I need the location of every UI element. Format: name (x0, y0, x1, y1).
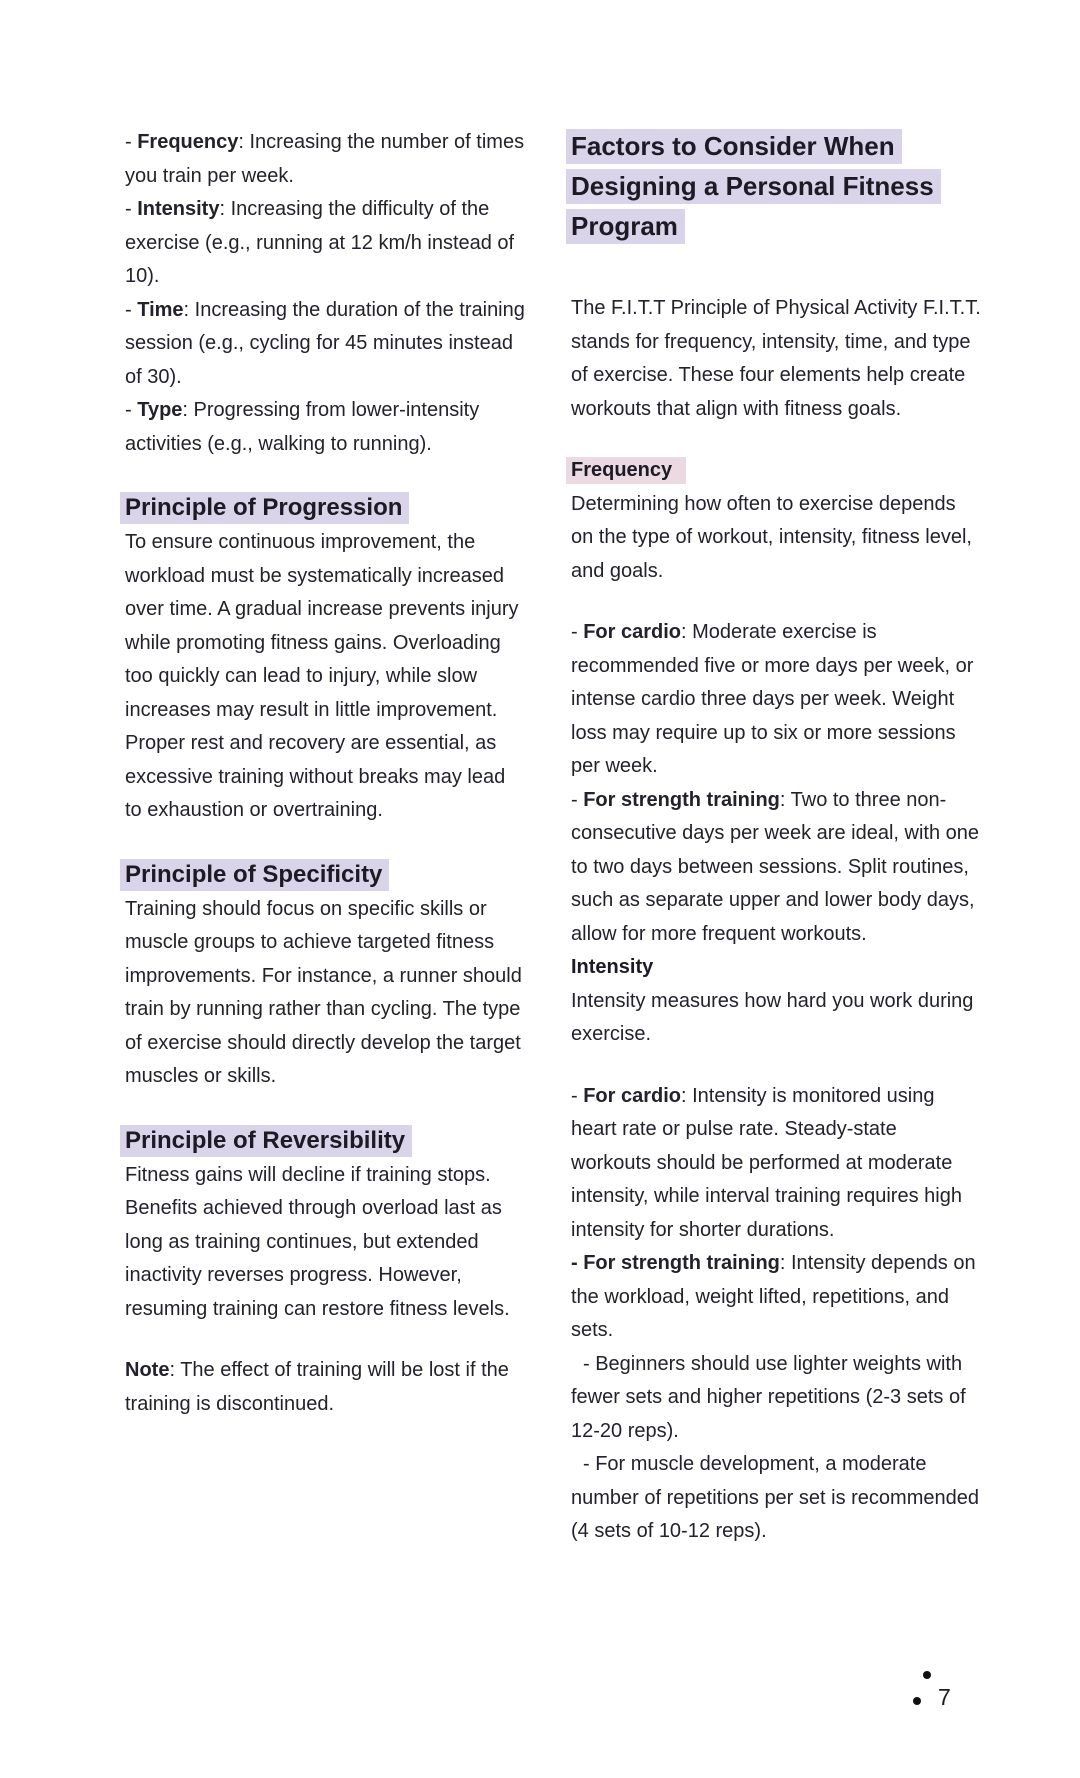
highlighted-text: Frequency (566, 457, 686, 484)
sub-heading (571, 951, 981, 985)
text-run: - (571, 788, 584, 811)
text-run: - (125, 198, 138, 220)
paragraph (571, 1448, 981, 1549)
text-run: - (571, 621, 584, 643)
text-run: : Increasing the duration of the training session (e.g., cycling for 45 minutes instead of 30). (125, 298, 525, 388)
text-run: - (125, 399, 138, 421)
paragraph (571, 488, 981, 589)
bullet-dot (923, 1671, 931, 1679)
section-heading (125, 489, 525, 526)
paragraph (571, 616, 981, 784)
paragraph (571, 292, 981, 426)
paragraph (571, 1348, 981, 1449)
bold-text: For cardio (583, 1084, 682, 1107)
paragraph (125, 893, 525, 1094)
spacer (125, 1094, 525, 1122)
text-run: : Intensity is monitored using heart rate or pulse rate. Steady-state workouts should be performed at moderate intensity, while interval training requires high intensity for shorter durations. (571, 1084, 962, 1241)
spacer (571, 588, 981, 616)
text-run: - Beginners should use lighter weights with fewer sets and higher repetitions (2-3 sets of 12-20 reps). (571, 1352, 966, 1442)
section-heading (125, 856, 525, 893)
text-run: Fitness gains will decline if training stops. Benefits achieved through overload last as long as training continues, but extended inactivity reverses progress. However, resuming training can restore fitness levels. (125, 1163, 510, 1320)
section-heading (125, 1122, 525, 1159)
text-run: : Two to three non-consecutive days per week are ideal, with one to two days between sessions. Split routines, such as separate upper and lower body days, allow for more frequent workouts. (571, 788, 980, 945)
text-run: The F.I.T.T Principle of Physical Activity F.I.T.T. stands for frequency, intensity, time, and type of exercise. These four elements help create workouts that align with fitness goals. (571, 297, 981, 420)
page-number: 7 (938, 1684, 951, 1710)
bold-text: For cardio (583, 621, 682, 643)
highlighted-text: Principle of Reversibility (120, 1125, 412, 1157)
bold-text: Intensity (137, 198, 220, 220)
sub-heading (571, 454, 981, 488)
bold-text: - For strength training (571, 1252, 780, 1274)
highlighted-text: Principle of Progression (120, 492, 409, 524)
text-run: To ensure continuous improvement, the workload must be systematically increased over time. A gradual increase prevents injury while promoting fitness gains. Overloading too quickly can lead to injury, while slow increases may result in little improvement. Proper rest and recovery are essential, as excessive training without breaks may lead to exhaustion or overtraining. (125, 531, 519, 821)
document-title (571, 126, 981, 246)
text-run: - (125, 131, 138, 153)
text-run: : The effect of training will be lost if the training is discontinued. (125, 1359, 509, 1415)
spacer (571, 426, 981, 454)
bold-text: Frequency (137, 131, 239, 153)
spacer (125, 828, 525, 856)
bold-text: For strength training (583, 788, 780, 811)
paragraph (571, 985, 981, 1052)
paragraph (571, 784, 981, 952)
text-run: Determining how often to exercise depends on the type of workout, intensity, fitness level, and goals. (571, 492, 972, 582)
paragraph (125, 526, 525, 828)
spacer (125, 461, 525, 489)
spacer (571, 1052, 981, 1080)
text-run: - (571, 1084, 584, 1107)
bold-text: Time (137, 298, 184, 321)
text-run: : Intensity depends on the workload, weight lifted, repetitions, and sets. (571, 1252, 976, 1341)
paragraph (571, 1080, 981, 1248)
highlighted-text: Principle of Specificity (120, 859, 389, 891)
highlighted-text: Factors to Consider When Designing a Personal Fitness Program (566, 129, 941, 244)
paragraph (125, 294, 525, 395)
text-run: - For muscle development, a moderate number of repetitions per set is recommended (4 sets of 10-12 reps). (571, 1453, 979, 1542)
paragraph (125, 1354, 525, 1421)
bold-text: Note (125, 1359, 170, 1381)
paragraph (125, 1159, 525, 1327)
left-column (125, 126, 525, 1421)
text-run: : Moderate exercise is recommended five or more days per week, or intense cardio three days per week. Weight loss may require up to six or more sessions per week. (571, 621, 974, 777)
bullet-dot (913, 1697, 921, 1705)
text-run: : Progressing from lower-intensity activities (e.g., walking to running). (125, 399, 480, 455)
spacer (125, 1326, 525, 1354)
paragraph (125, 394, 525, 461)
heading-text: Intensity (571, 956, 654, 978)
text-run: Training should focus on specific skills or muscle groups to achieve targeted fitness improvements. For instance, a runner should train by running rather than cycling. The type of exercise should directly develop the target muscles or skills. (125, 897, 522, 1087)
text-run: Intensity measures how hard you work during exercise. (571, 989, 974, 1045)
text-run: : Increasing the difficulty of the exercise (e.g., running at 12 km/h instead of 10). (125, 198, 515, 287)
paragraph (571, 1247, 981, 1348)
text-run: - (125, 298, 138, 321)
paragraph (125, 126, 525, 193)
right-column (571, 126, 981, 1549)
bold-text: Type (137, 399, 183, 421)
paragraph (125, 193, 525, 294)
text-run: : Increasing the number of times you train per week. (125, 131, 525, 187)
